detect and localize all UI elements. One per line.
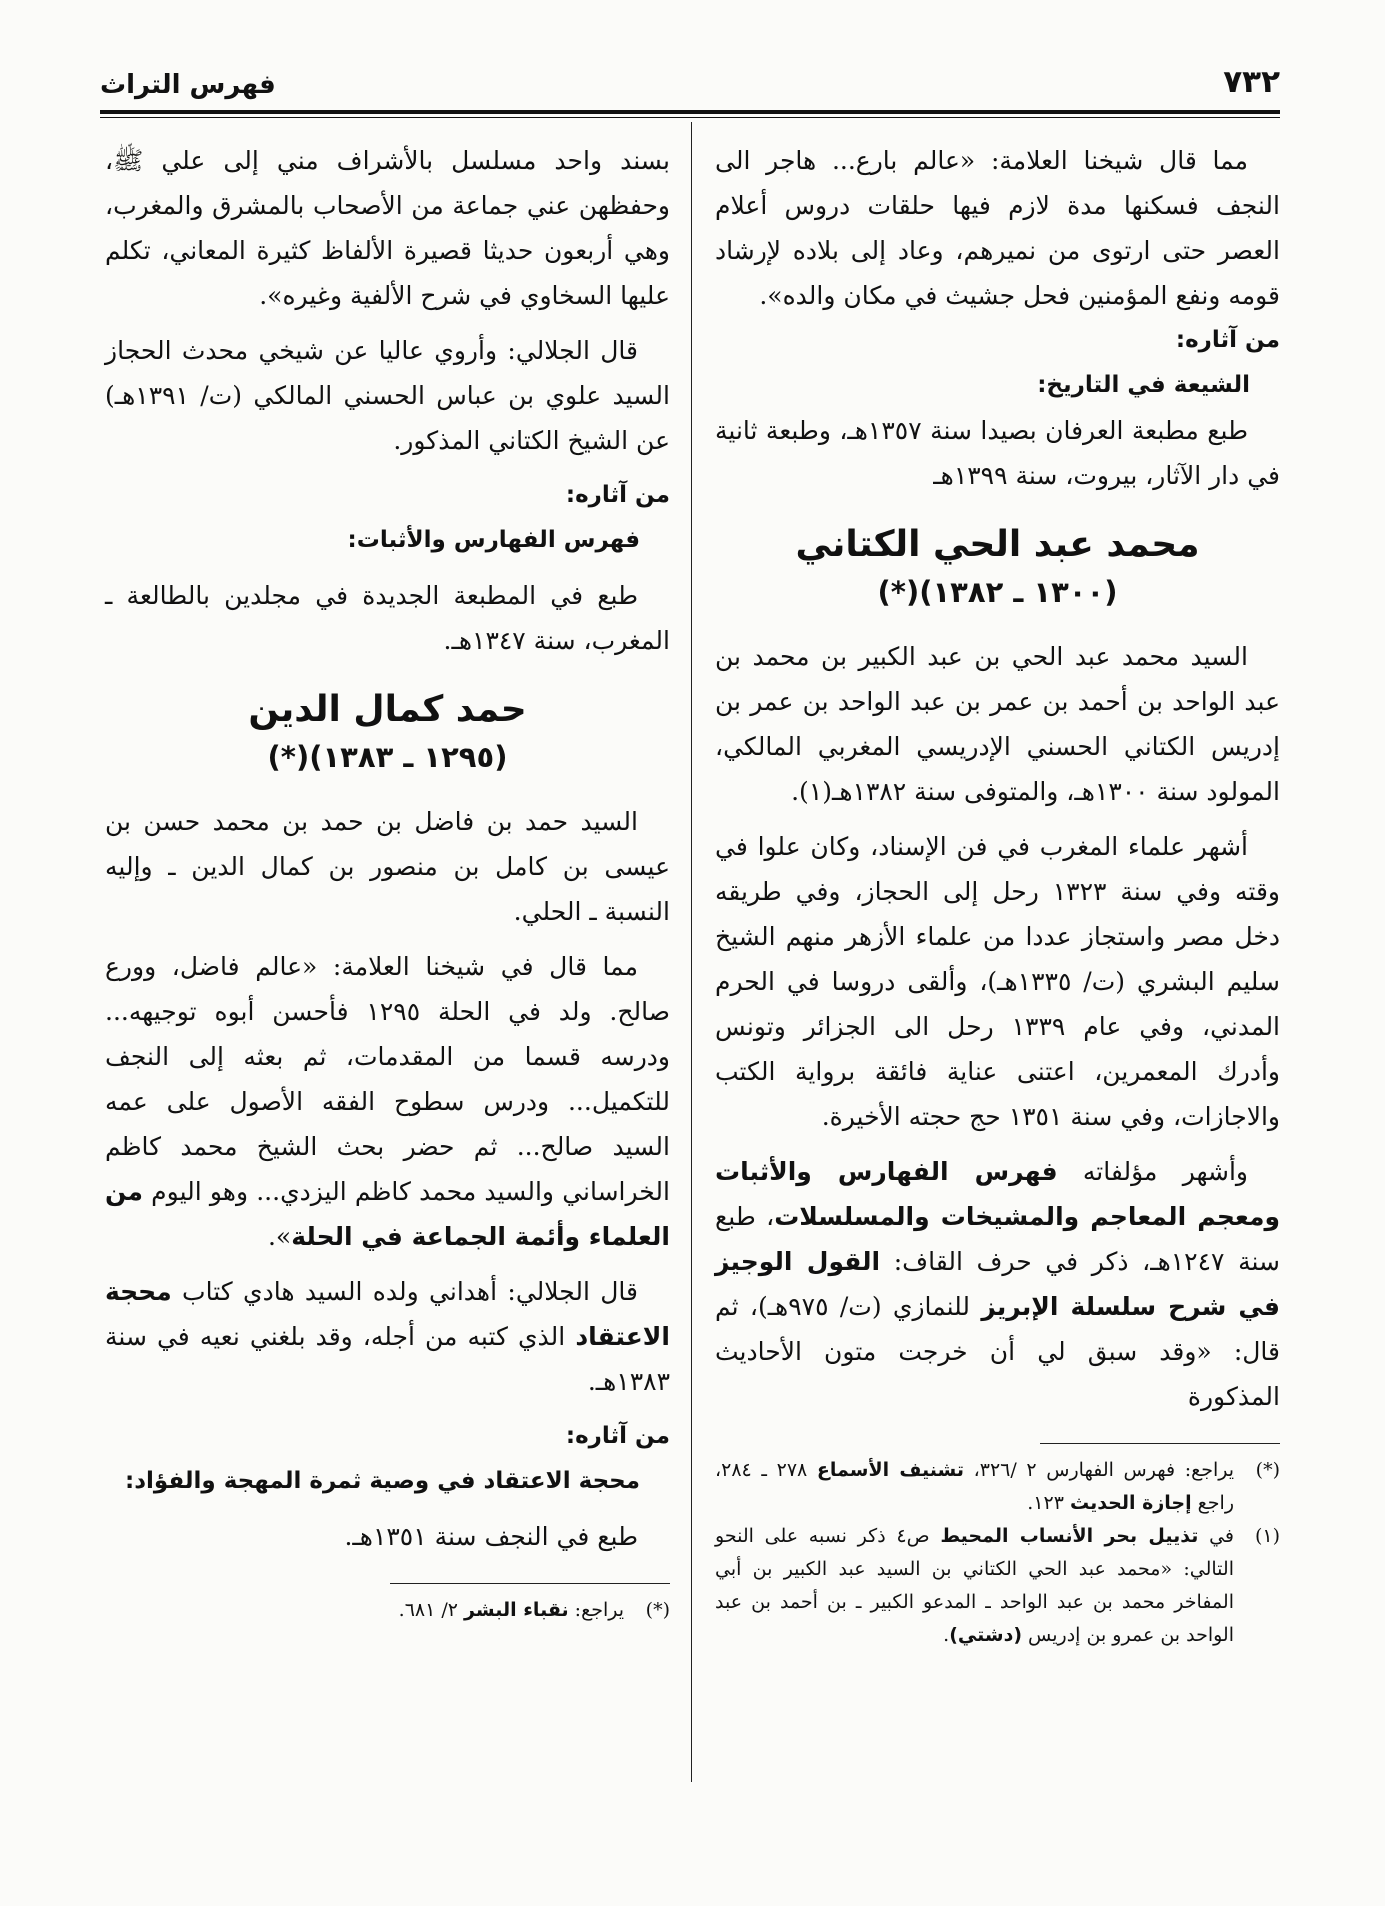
quote-emphasis: من العلماء وأئمة الجماعة في الحلة bbox=[105, 1177, 670, 1251]
book-title: تذييل بحر الأنساب المحيط bbox=[940, 1525, 1199, 1547]
left-column bbox=[105, 138, 670, 1627]
book-title: محجة الاعتقاد bbox=[105, 1277, 670, 1351]
page-number: ٧٣٢ bbox=[1223, 64, 1280, 100]
text-run: ، طبع سنة ١٢٤٧هـ، ذكر في حرف القاف: bbox=[715, 1202, 1280, 1276]
footnote-mark: (١) bbox=[1254, 1525, 1280, 1547]
book-title: فهرس الفهارس والأثبات ومعجم المعاجم والمشيخات والمسلسلات bbox=[715, 1157, 1281, 1231]
footnote-rule bbox=[1040, 1443, 1280, 1444]
paragraph: السيد محمد عبد الحي بن عبد الكبير بن محمد بن عبد الواحد بن أحمد بن عمر بن عبد الواحد بن عمر بن إدريس الكتاني الحسني الإدريسي المغربي المالكي، المولود سنة ١٣٠٠هـ، والمتوفى سنة ١٣٨٢هـ(١). bbox=[715, 642, 1280, 806]
book-title: القول الوجيز في شرح سلسلة الإبريز bbox=[715, 1247, 1281, 1321]
page-header bbox=[100, 58, 1280, 110]
footnote-mark: (*) bbox=[1255, 1459, 1280, 1481]
footnote bbox=[715, 1454, 1280, 1520]
footnote-text bbox=[715, 1454, 1234, 1520]
footnote-text bbox=[105, 1594, 624, 1627]
paragraph: السيد حمد بن فاضل بن حمد بن محمد حسن بن عيسى بن كامل بن منصور بن كمال الدين ـ وإليه النسبة ـ الحلي. bbox=[105, 807, 670, 926]
right-column bbox=[715, 138, 1280, 1652]
text-run: ٢/ ٦٨١. bbox=[398, 1599, 465, 1621]
text-run: قال الجلالي: أهداني ولده السيد هادي كتاب bbox=[171, 1277, 638, 1306]
book-title: إجازة الحديث bbox=[1069, 1492, 1192, 1514]
paragraph: أشهر علماء المغرب في فن الإسناد، وكان علوا في وقته وفي سنة ١٣٢٣ رحل إلى الحجاز، وفي طريقه دخل مصر واستجاز عددا من علماء الأزهر منهم الشيخ سليم البشري (ت/ ١٣٣٥هـ)، وألقى دروسا في الحرم المدني، وفي عام ١٣٣٩ رحل الى الجزائر وتونس وأدرك المعمرين، اعتنى عناية فائقة برواية الكتب والاجازات، وفي سنة ١٣٥١ حج حجته الأخيرة. bbox=[715, 832, 1281, 1131]
paragraph bbox=[715, 1149, 1280, 1419]
running-title: فهرس التراث bbox=[100, 70, 276, 100]
source-name: (دشتي) bbox=[949, 1624, 1022, 1646]
text-run: يراجع: فهرس الفهارس ٢ /٣٢٦، bbox=[963, 1459, 1235, 1481]
text-run: ». bbox=[267, 1222, 292, 1251]
book-title: تشنيف الأسماع bbox=[816, 1459, 964, 1481]
text-run: للنمازي (ت/ ٩٧٥هـ)، ثم قال: «وقد سبق لي أن خرجت متون الأحاديث المذكورة bbox=[715, 1292, 1280, 1411]
text-run: يراجع: bbox=[568, 1599, 624, 1621]
work-title: محجة الاعتقاد في وصية ثمرة المهجة والفؤاد: bbox=[125, 1468, 640, 1494]
text-run: مما قال في شيخنا العلامة: «عالم فاضل، وورع صالح. ولد في الحلة ١٢٩٥ فأحسن أبوه توجيهه... ودرسه قسما من المقدمات، ثم بعثه إلى النجف للتكميل... ودرس سطوح الفقه الأصول على عمه السيد صالح... ثم حضر بحث الشيخ محمد كاظم الخراساني والسيد محمد كاظم اليزدي... وهو اليوم bbox=[105, 952, 670, 1206]
footnote-text bbox=[715, 1520, 1234, 1652]
paragraph bbox=[105, 1269, 670, 1404]
paragraph: مما قال شيخنا العلامة: «عالم بارع... هاجر الى النجف فسكنها مدة لازم فيها حلقات دروس أعلام العصر حتى ارتوى من نميرهم، وعاد إلى بلاده لإرشاد قومه ونفع المؤمنين فحل جشيث في مكان والده». bbox=[715, 146, 1280, 310]
text-run: الذي كتبه من أجله، وقد بلغني نعيه في سنة ١٣٨٣هـ. bbox=[105, 1322, 670, 1396]
text-run: . bbox=[943, 1624, 950, 1646]
footnote-mark: (*) bbox=[645, 1599, 670, 1621]
column-divider bbox=[691, 122, 692, 1782]
works-label: من آثاره: bbox=[565, 482, 670, 508]
paragraph bbox=[105, 944, 670, 1259]
biography-name: محمد عبد الحي الكتاني bbox=[795, 524, 1200, 565]
header-rule-thin bbox=[100, 117, 1280, 118]
text-run: ٢٧٨ ـ ٢٨٤، راجع bbox=[715, 1459, 1234, 1514]
book-title: نقباء البشر bbox=[464, 1599, 569, 1621]
biography-years: (١٢٩٥ ـ ١٣٨٣)(*) bbox=[267, 740, 508, 774]
footnote bbox=[715, 1520, 1280, 1652]
text-run: ١٢٣. bbox=[1027, 1492, 1070, 1514]
header-rule bbox=[100, 110, 1280, 114]
work-title: الشيعة في التاريخ: bbox=[1037, 372, 1250, 398]
work-description: طبع في المطبعة الجديدة في مجلدين بالطالعة ـ المغرب، سنة ١٣٤٧هـ. bbox=[105, 581, 670, 655]
footnote bbox=[105, 1594, 670, 1627]
footnote-rule bbox=[390, 1583, 670, 1584]
paragraph: قال الجلالي: وأروي عاليا عن شيخي محدث الحجاز السيد علوي بن عباس الحسني المالكي (ت/ ١٣٩١هـ) عن الشيخ الكتاني المذكور. bbox=[105, 336, 670, 455]
works-label: من آثاره: bbox=[1175, 327, 1280, 353]
text-run: وأشهر مؤلفاته bbox=[1057, 1157, 1248, 1186]
biography-name: حمد كمال الدين bbox=[248, 689, 527, 730]
works-label: من آثاره: bbox=[565, 1423, 670, 1449]
text-run: ص٤ ذكر نسبه على النحو التالي: «محمد عبد الحي الكتاني بن السيد عبد الكبير بن أبي المفاخر محمد بن عبد الواحد ـ المدعو الكبير ـ بن أحمد بن عبد الواحد بن عمرو بن إدريس bbox=[715, 1525, 1234, 1646]
work-title: فهرس الفهارس والأثبات: bbox=[347, 527, 640, 553]
paragraph: بسند واحد مسلسل بالأشراف مني إلى علي ﷺ، وحفظهن عني جماعة من الأصحاب بالمشرق والمغرب، وهي أربعون حديثا قصيرة الألفاظ كثيرة المعاني، تكلم عليها السخاوي في شرح الألفية وغيره». bbox=[105, 146, 670, 310]
work-description: طبع مطبعة العرفان بصيدا سنة ١٣٥٧هـ، وطبعة ثانية في دار الآثار، بيروت، سنة ١٣٩٩هـ bbox=[715, 416, 1280, 490]
biography-years: (١٣٠٠ ـ ١٣٨٢)(*) bbox=[877, 575, 1118, 609]
work-description: طبع في النجف سنة ١٣٥١هـ. bbox=[344, 1522, 638, 1551]
text-run: في bbox=[1198, 1525, 1235, 1547]
